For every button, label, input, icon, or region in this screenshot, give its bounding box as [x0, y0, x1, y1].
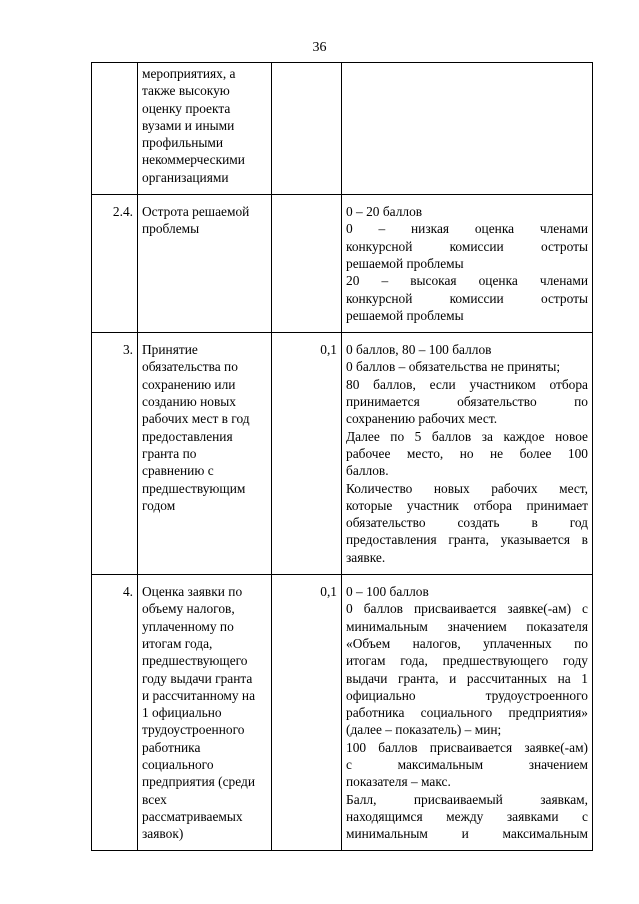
description-text-line: работника социального предприятия»: [346, 705, 588, 721]
description-text-line: 0 – низкая оценка членами: [346, 221, 588, 237]
description-text-line: принимается обязательство по: [346, 394, 588, 410]
criterion-text-line: годом: [142, 497, 176, 513]
description-text-line: 0 – 20 баллов: [346, 204, 423, 220]
description-text-line: 0 – 100 баллов: [346, 584, 429, 600]
description-text-line: минимальным и максимальным: [346, 826, 588, 842]
criterion-text-line: оценку проекта: [142, 100, 231, 116]
criterion-text-line: социального: [142, 756, 214, 772]
criterion-text-line: рассматриваемых: [142, 808, 243, 824]
description-text-line: Количество новых рабочих мест,: [346, 480, 588, 496]
description-text-line: сохранению рабочих мест.: [346, 411, 498, 427]
description-text-line: итогам года, предшествующего году: [346, 653, 588, 669]
description-text-line: находящимся между заявками с: [346, 808, 588, 824]
description-text-line: «Объем налогов, уплаченных по: [346, 635, 588, 651]
criterion-text-line: гранта по: [142, 445, 197, 461]
weight-cell: [272, 63, 342, 195]
description-text-line: Балл, присваиваемый заявкам,: [346, 791, 588, 807]
description-text-line: конкурсной комиссии остроты: [346, 238, 588, 254]
weight-value: 0,1: [320, 584, 337, 600]
criterion-text-line: обязательства по: [142, 359, 238, 375]
description-text-line: с максимальным значением: [346, 756, 588, 772]
criterion-text-line: проблемы: [142, 221, 200, 237]
row-number-cell: [92, 575, 138, 851]
criterion-text-line: некоммерческими: [142, 152, 245, 168]
description-text-line: обязательство создать в год: [346, 515, 588, 531]
criterion-text-line: Оценка заявки по: [142, 584, 243, 600]
criterion-text-line: уплаченному по: [142, 618, 234, 634]
page-number: 36: [312, 40, 327, 55]
row-number-cell: [92, 63, 138, 195]
criterion-text-line: предоставления: [142, 428, 233, 444]
criterion-text-line: 1 официально: [142, 705, 222, 721]
criteria-table: [91, 62, 593, 851]
description-text-line: минимальным значением показателя: [346, 618, 588, 634]
row-number-cell: [92, 333, 138, 575]
description-text-line: решаемой проблемы: [346, 255, 464, 271]
criterion-text-line: работника: [142, 739, 201, 755]
table-row: [92, 575, 593, 851]
description-text-line: 0 баллов присваивается заявке(-ам) с: [346, 601, 588, 617]
description-text-line: конкурсной комиссии остроты: [346, 290, 588, 306]
criterion-text-line: вузами и иными: [142, 117, 235, 133]
criterion-cell: [138, 333, 272, 575]
description-text-line: показателя – макс.: [346, 774, 451, 790]
description-text-line: решаемой проблемы: [346, 307, 464, 323]
criterion-text-line: и рассчитанному на: [142, 687, 256, 703]
criterion-text-line: трудоустроенного: [142, 722, 245, 738]
description-text-line: (далее – показатель) – мин;: [346, 722, 502, 738]
criterion-text-line: предприятия (среди: [142, 774, 255, 790]
description-text-line: Далее по 5 баллов за каждое новое: [346, 428, 588, 444]
description-text-line: официально трудоустроенного: [346, 687, 588, 703]
criterion-text-line: организациями: [142, 169, 229, 185]
criterion-text-line: сравнению с: [142, 463, 214, 479]
criterion-text-line: заявок): [142, 826, 184, 842]
description-text-line: баллов.: [346, 463, 389, 479]
description-text-line: 80 баллов, если участником отбора: [346, 376, 588, 392]
description-text-line: выдачи гранта, и рассчитанных на 1: [346, 670, 588, 686]
criterion-cell: [138, 63, 272, 195]
description-text-line: заявке.: [346, 549, 386, 565]
weight-value: 0,1: [320, 342, 337, 358]
criterion-text-line: Острота решаемой: [142, 204, 250, 220]
criterion-text-line: сохранению или: [142, 376, 236, 392]
criterion-text-line: Принятие: [142, 342, 198, 358]
criterion-cell: [138, 195, 272, 333]
description-text-line: предоставления гранта, указывается в: [346, 532, 588, 548]
weight-cell: [272, 575, 342, 851]
description-text-line: 0 баллов – обязательства не приняты;: [346, 359, 561, 375]
criterion-text-line: предшествующим: [142, 480, 246, 496]
weight-cell: [272, 195, 342, 333]
criterion-text-line: итогам года,: [142, 635, 213, 651]
criterion-text-line: также высокую: [142, 83, 230, 99]
criterion-text-line: профильными: [142, 135, 223, 151]
row-number: 4.: [122, 584, 133, 600]
criterion-text-line: предшествующего: [142, 653, 248, 669]
table-row: [92, 333, 593, 575]
description-text-line: рабочее место, но не более 100: [346, 445, 588, 461]
description-cell: [342, 195, 593, 333]
criterion-text-line: созданию новых: [142, 394, 237, 410]
row-number: 3.: [122, 342, 133, 358]
description-cell: [342, 63, 593, 195]
criterion-text-line: объему налогов,: [142, 601, 235, 617]
criterion-text-line: рабочих мест в год: [142, 411, 250, 427]
weight-cell: [272, 333, 342, 575]
criterion-text-line: году выдачи гранта: [142, 670, 253, 686]
description-cell: [342, 575, 593, 851]
description-text-line: 100 баллов присваивается заявке(-ам): [346, 739, 588, 755]
table-row: [92, 195, 593, 333]
criterion-cell: [138, 575, 272, 851]
row-number-cell: [92, 195, 138, 333]
row-number: 2.4.: [112, 204, 133, 220]
description-text-line: 0 баллов, 80 – 100 баллов: [346, 342, 492, 358]
criterion-text-line: мероприятиях, а: [142, 66, 236, 81]
description-text-line: 20 – высокая оценка членами: [346, 273, 588, 289]
description-cell: [342, 333, 593, 575]
criterion-text-line: всех: [142, 791, 167, 807]
description-text-line: которые участник отбора принимает: [346, 497, 588, 513]
table-row: [92, 63, 593, 195]
